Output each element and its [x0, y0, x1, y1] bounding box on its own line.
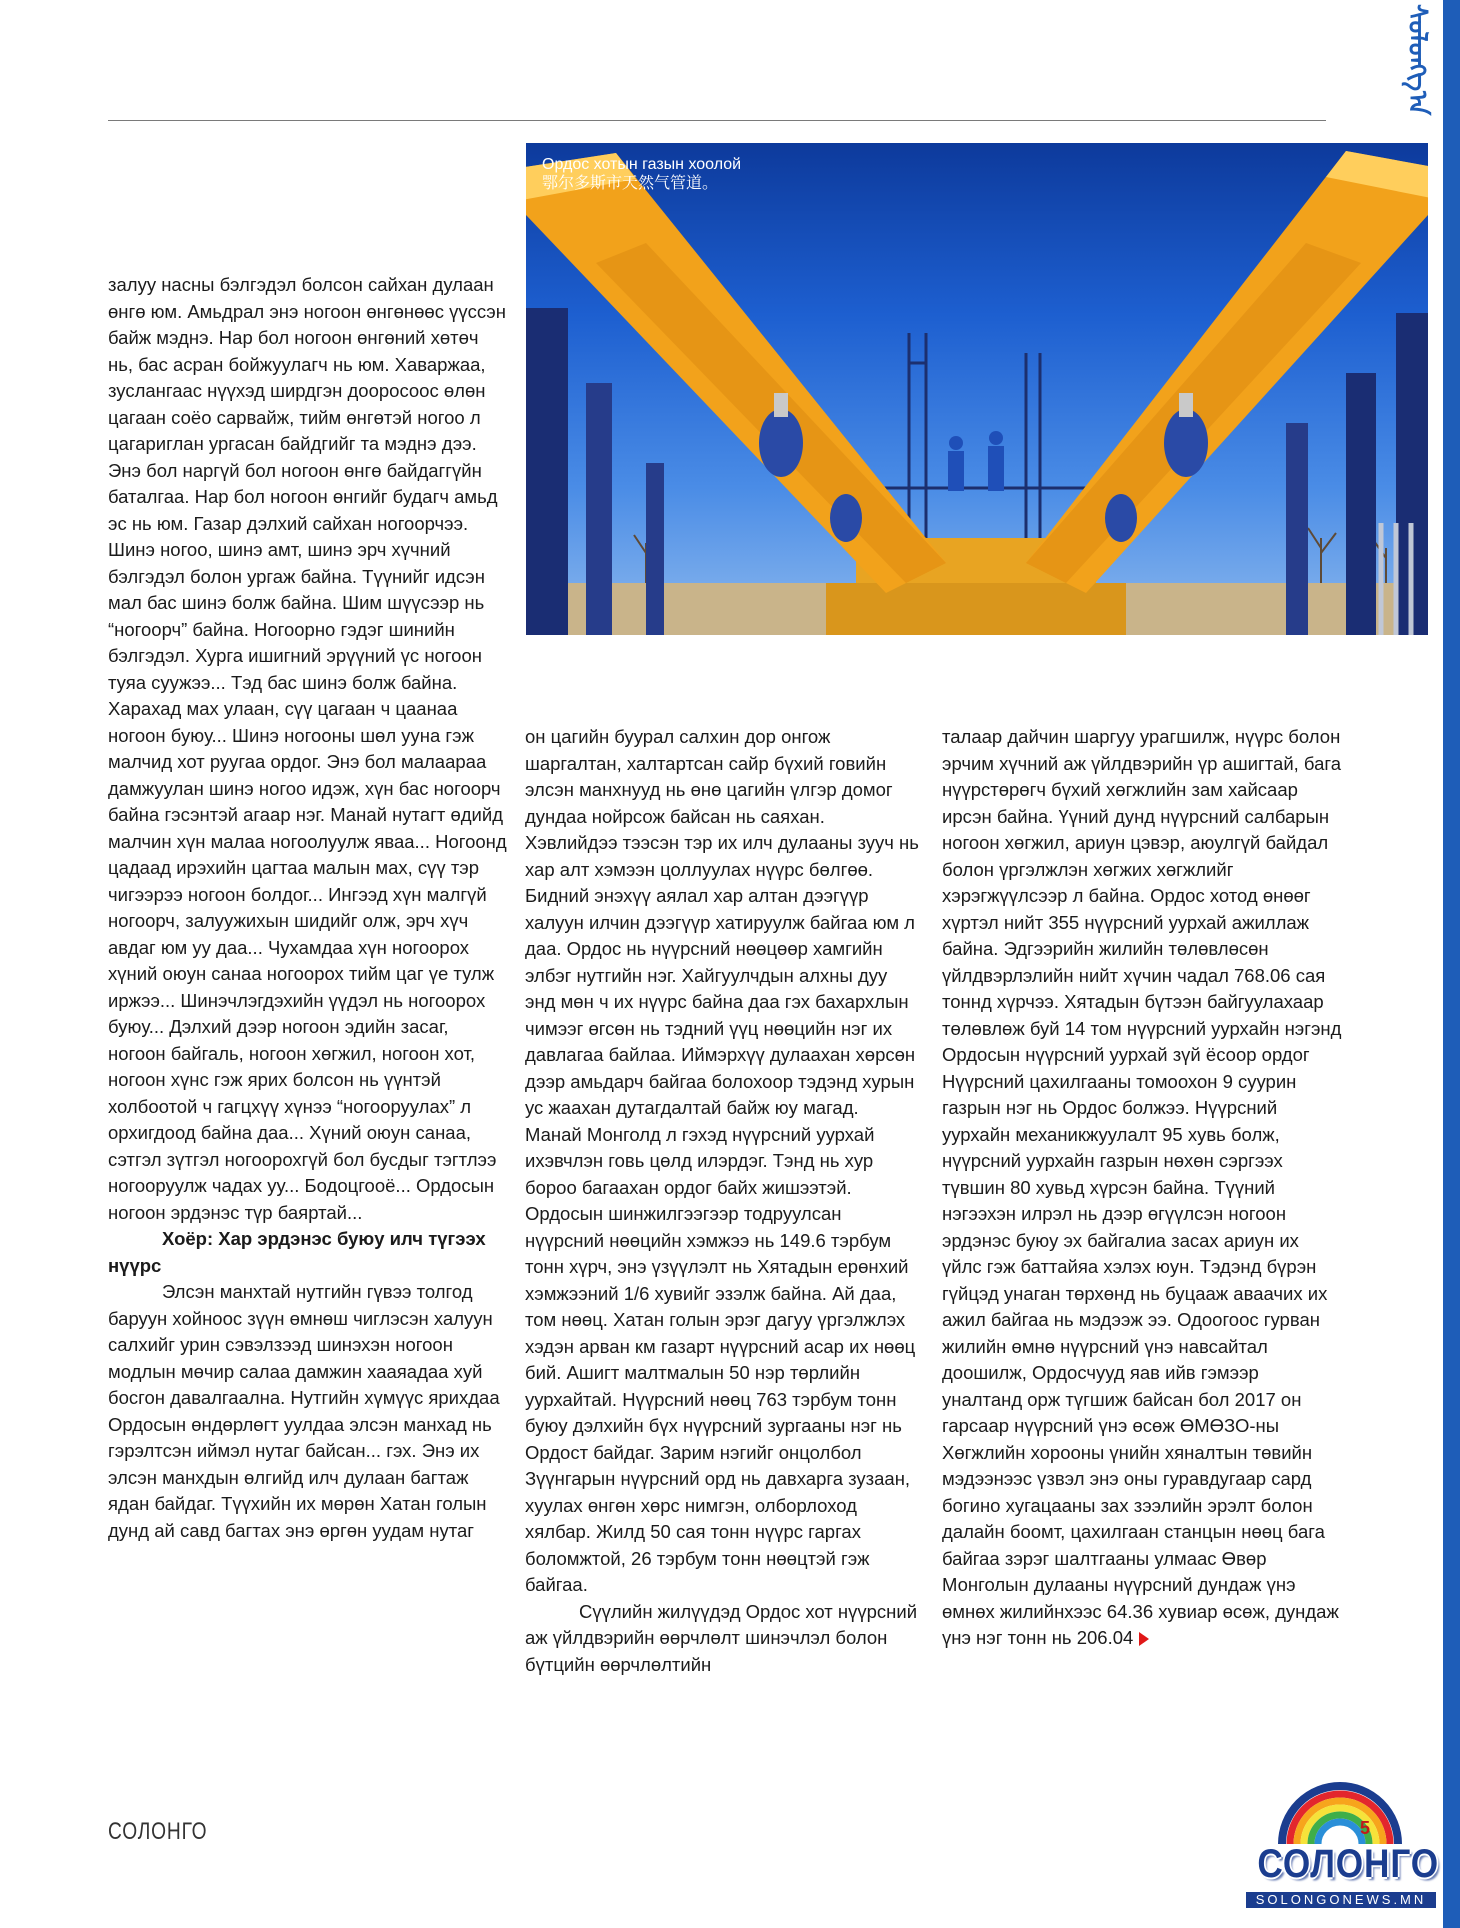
caption-chinese: 鄂尔多斯市天然气管道。: [542, 175, 719, 192]
section-tab: [1391, 0, 1443, 120]
continue-arrow-icon: [1139, 1632, 1149, 1646]
article-column-2: [525, 724, 920, 1678]
logo-website: SOLONGONEWS.MN: [1246, 1892, 1436, 1908]
header-divider: [108, 120, 1326, 121]
caption-mongolian: Ордос хотын газын хоолой: [542, 156, 742, 173]
solongo-logo: [1240, 1780, 1440, 1928]
rainbow-icon: [1278, 1780, 1402, 1844]
column1-paragraph-1: залуу насны бэлгэдэл болсон сайхан дулаан өнгө юм. Амьдрал энэ ногоон өнгөнөөс үүссэн байж мэднэ. Нар бол ногоон өнгөний хөтөч нь, бас асран бойжуулагч нь юм. Хаваржаа, зуслангаас нүүхэд ширдгэн дооросоос өлөн цагаан соёо сарвайж, тийм өнгөтэй ногоо л цагариглан ургасан байдгийг та мэднэ дээ. Энэ бол наргүй бол ногоон өнгө байдаггүйн баталгаа. Нар бол ногоон өнгийг будагч амьд эс нь юм. Газар дэлхий сайхан ногоорчээ. Шинэ ногоо, шинэ амт, шинэ эрч хүчний бэлгэдэл болон ургаж байна. Түүнийг идсэн мал бас шинэ болж байна. Шим шүүсээр нь “ногоорч” байна. Ногоорно гэдэг шинийн бэлгэдэл. Хурга ишигний эрүүний үс ногоон туяа суужээ... Тэд бас шинэ болж байна. Харахад мах улаан, сүү цагаан ч цаанаа ногоон буюу... Шинэ ногооны шөл ууна гэж малчид хот руугаа ордог. Энэ бол малаараа дамжуулан шинэ ногоо идэж, хүн бас ногоорч байна гэсэнтэй агаар нэг. Манай нутагт өдийд малчин хүн малаа ногоолуулж яваа... Ногоонд цадаад ирэхийн цагтаа малын мах, сүү тэр чигээрээ ногоон болдог... Ингээд хүн малгүй ногоорч, залуужихын шидийг олж, эрч хүч авдаг юм уу даа... Чухамдаа хүн ногоорох хүний оюун санаа ногоорох тийм цаг үе тулж иржээ... Шинэчлэгдэхийн үүдэл нь ногоорох буюу... Дэлхий дээр ногоон эдийн засаг, ногоон байгаль, ногоон хөгжил, ногоон хот, ногоон хүнс гэж ярих болсон нь үүнтэй холбоотой ч гагцхүү хүнээ “ногооруулах” л орхигдоод байна даа... Хүний оюун санаа, сэтгэл зүтгэл ногоорохгүй бол бусдыг тэгтлээ ногооруулж чадах уу... Бодоцгооё... Ордосын ногоон эрдэнэс түр баяртай...: [108, 274, 507, 1223]
article-column-3: [942, 724, 1342, 1652]
mongolian-script-title: ᠰᠣᠯᠣᠩᠭ᠎ᠠ: [1402, 4, 1432, 116]
column1-paragraph-2: Элсэн манхтай нутгийн гүвээ толгод баруун хойноос зүүн өмнөш чиглэсэн халуун салхийг урин сэвэлзээд шинэхэн ногоон модлын мөчир салаа дамжин хааяадаа хуй босгон давалгаална. Нутгийн хүмүүс ярихдаа Ордосын өндөрлөгт уулдаа элсэн манхад нь гэрэлтсэн иймэл нутаг байсан... гэх. Энэ их элсэн манхдын өлгийд илч дулаан багтаж ядан байдаг. Түүхийн их мөрөн Хатан голын дунд ай савд багтах энэ өргөн уудам нутаг: [108, 1281, 500, 1541]
article-column-1: [108, 272, 508, 1544]
column2-paragraph-2: Сүүлийн жилүүдэд Ордос хот нүүрсний аж үйлдвэрийн өөрчлөлт шинэчлэл болон бүтцийн өөрчлөлтийн: [525, 1600, 918, 1675]
pipeline-illustration: [526, 143, 1428, 635]
side-color-strip: [1443, 0, 1460, 1928]
gas-pipeline-photo: [526, 143, 1428, 635]
section-subheading: Хоёр: Хар эрдэнэс буюу илч түгээх нүүрс: [108, 1228, 486, 1276]
column2-paragraph-1: он цагийн буурал салхин дор онгож шаргалтан, халтартсан сайр бүхий говийн элсэн манхнууд нь өнө цагийн үлгэр домог дундаа нойрсож байсан нь саяхан. Хэвлийдээ тээсэн тэр их илч дулааны зууч нь хар алт хэмээн цоллуулах нүүрс бөлгөө. Бидний энэхүү аялал хар алтан дээгүүр халуун илчин дээгүүр хатируулж байгаа юм л даа. Ордос нь нүүрсний нөөцөөр хамгийн элбэг нутгийн нэг. Хайгуулчдын алхны дуу энд мөн ч их нүүрс байна даа гэх бахархлын чимээг өгсөн нь тэдний үүц нөөцийн нэг их давлагаа байлаа. Иймэрхүү дулаахан хөрсөн дээр амьдарч байгаа болохоор тэдэнд хурын ус жаахан дутагдалтай байж юу магад. Манай Монголд л гэхэд нүүрсний уурхай ихэвчлэн говь цөлд илэрдэг. Тэнд нь хур бороо багаахан ордог байх жишээтэй. Ордосын шинжилгээгээр тодруулсан нүүрсний нөөцийн хэмжээ нь 149.6 тэрбум тонн хүрч, энэ үзүүлэлт нь Хятадын ерөнхий хэмжээний 1/6 хувийг эзэлж байна. Ай даа, том нөөц. Хатан голын эрэг дагуу үргэлжлэх хэдэн арван км газарт нүүрсний асар их нөөц бий. Ашигт малтмалын 50 нэр төрлийн уурхайтай. Нүүрсний нөөц 763 тэрбум тонн буюу дэлхийн бүх нүүрсний зургааны нэг нь Ордост байдаг. Зарим нэгийг онцолбол Зүүнгарын нүүрсний орд нь давхарга зузаан, хуулах өнгөн хөрс нимгэн, олборлоход хялбар. Жилд 50 сая тонн нүүрс гаргах боломжтой, 26 тэрбум тонн нөөцтэй гэж байгаа.: [525, 726, 919, 1595]
footer-magazine-name: СОЛОНГО: [108, 1818, 208, 1845]
photo-caption: [542, 155, 741, 193]
column3-paragraph-1: талаар дайчин шаргуу урагшилж, нүүрс болон эрчим хүчний аж үйлдвэрийн үр ашигтай, бага нүүрстөрөгч бүхий хөгжлийн зам хайсаар ирсэн байна. Үүний дунд нүүрсний салбарын ногоон хөгжил, ариун цэвэр, аюулгүй байдал болон үргэлжлэн хөгжих хөгжлийг хэрэгжүүлсээр л байна. Ордос хотод өнөөг хүртэл нийт 355 нүүрсний уурхай ажиллаж байна. Эдгээрийн жилийн төлөвлөсөн үйлдвэрлэлийн нийт хүчин чадал 768.06 сая тоннд хүрчээ. Хятадын бүтээн байгуулахаар төлөвлөж буй 14 том нүүрсний уурхайн нэгэнд Ордосын нүүрсний уурхай зүй ёсоор ордог Нүүрсний цахилгааны томоохон 9 суурин газрын нэг нь Ордос болжээ. Нүүрсний уурхайн механикжуулалт 95 хувь болж, нүүрсний уурхайн газрын нөхөн сэргээх түвшин 80 хувьд хүрсэн байна. Түүний нэгээхэн илрэл нь дээр өгүүлсэн ногоон эрдэнэс буюу эх байгалиа засах ариун их үйлс гэж баттайяа хэлэх юун. Тэдэнд бүрэн гүйцэд унаган төрхөнд нь буцааж аваачих их ажил байгаа нь мэдээж ээ. Одоогоос гурван жилийн өмнө нүүрсний үнэ навсайтал доошилж, Ордосчууд яав ийв гэмээр уналтанд орж түгшиж байсан бол 2017 он гарсаар нүүрсний үнэ өсөж ӨМӨЗО-ны Хөгжлийн хорооны үнийн хяналтын төвийн мэдээнээс үзвэл энэ оны гуравдугаар сард богино хугацааны зах зээлийн эрэлт болон далайн боомт, цахилгаан станцын нөөц бага байгаа зэрэг шалтгааны улмаас Өвөр Монголын дулааны нүүрсний дундаж үнэ өмнөх жилийнхээс 64.36 хувиар өсөж, дундаж үнэ нэг тонн нь 206.04: [942, 726, 1342, 1648]
page-number: 5: [1360, 1818, 1371, 1838]
logo-wordmark: СОЛОНГО: [1257, 1842, 1439, 1886]
